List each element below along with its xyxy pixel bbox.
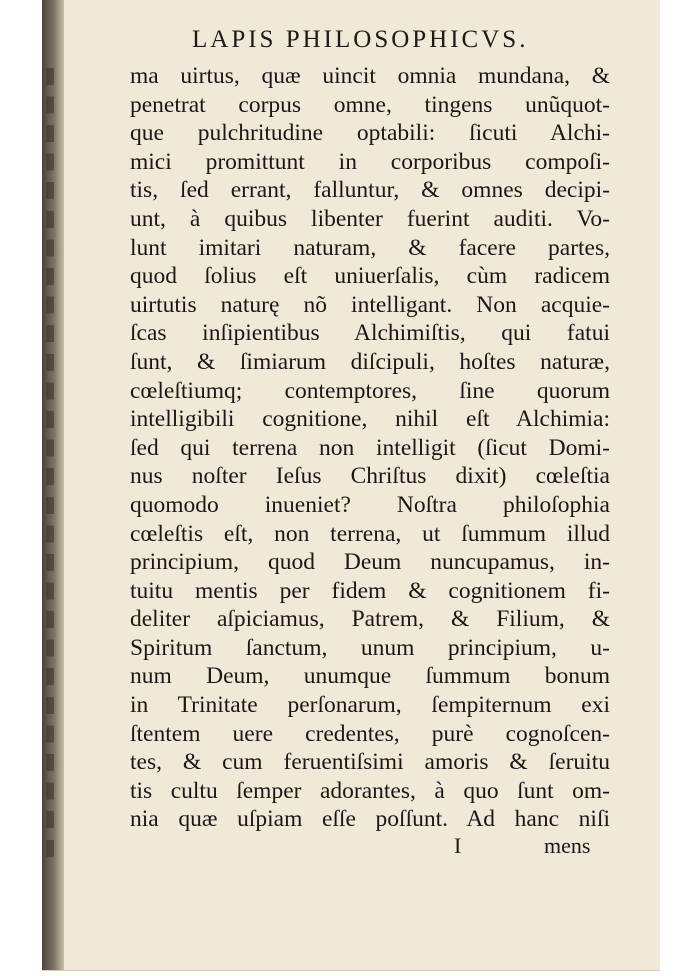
text-line: quod ſolius eſt uniuerſalis, cùm radicem xyxy=(130,263,610,290)
text-line: lunt imitari naturam, & facere partes, xyxy=(130,234,610,261)
text-line: nia quæ uſpiam eſſe poſſunt. Ad hanc niſi xyxy=(130,806,610,833)
bleed-through-glyph xyxy=(46,691,54,720)
bleed-through-glyph xyxy=(46,377,54,406)
bleed-through-glyph xyxy=(46,748,54,777)
bleed-through-glyph xyxy=(46,62,54,91)
bleed-through-glyph xyxy=(46,520,54,549)
text-line: ſcas inſipientibus Alchimiſtis, qui fatui xyxy=(130,320,610,347)
text-line: cœleſtiumq; contemptores, ſine quorum xyxy=(130,377,610,404)
catchword: mens xyxy=(544,833,591,858)
bleed-through-glyph xyxy=(46,176,54,205)
bleed-through-glyph xyxy=(46,319,54,348)
book-page xyxy=(42,0,660,971)
bleed-through-glyph xyxy=(46,91,54,120)
bleed-through-glyph xyxy=(46,262,54,291)
bleed-through-glyph xyxy=(46,777,54,806)
text-line: tis, ſed errant, falluntur, & omnes decipi- xyxy=(130,177,610,204)
text-line: ſunt, & ſimiarum diſcipuli, hoſtes naturæ, xyxy=(130,348,610,375)
text-line: que pulchritudine optabili: ſicuti Alchi- xyxy=(130,120,610,147)
text-line: tuitu mentis per fidem & cognitionem fi- xyxy=(130,577,610,604)
bleed-through-glyph xyxy=(46,119,54,148)
bleed-through-margin xyxy=(42,62,64,863)
text-line: ma uirtus, quæ uincit omnia mundana, & xyxy=(130,63,610,89)
text-line: num Deum, unumque ſummum bonum xyxy=(130,663,610,690)
text-line: quomodo inueniet? Noſtra philoſophia xyxy=(130,491,610,518)
bleed-through-glyph xyxy=(46,205,54,234)
text-line: penetrat corpus omne, tingens unũquot- xyxy=(130,91,610,118)
bleed-through-glyph xyxy=(46,662,54,691)
text-line: mici promittunt in corporibus compoſi- xyxy=(130,148,610,175)
bleed-through-glyph xyxy=(46,462,54,491)
text-line: ſtentem uere credentes, purè cognoſcen- xyxy=(130,720,610,747)
bleed-through-glyph xyxy=(46,348,54,377)
text-line: nus noſter Ieſus Chriſtus dixit) cœleſtia xyxy=(130,463,610,490)
bleed-through-glyph xyxy=(46,405,54,434)
bleed-through-glyph xyxy=(46,720,54,749)
text-line: tes, & cum feruentiſsimi amoris & ſeruitu xyxy=(130,749,610,776)
bleed-through-glyph xyxy=(46,148,54,177)
bleed-through-glyph xyxy=(46,805,54,834)
bleed-through-glyph xyxy=(46,834,54,863)
bleed-through-glyph xyxy=(46,548,54,577)
signature-mark: I xyxy=(454,833,462,858)
bleed-through-glyph xyxy=(46,634,54,663)
body-text xyxy=(130,62,610,834)
running-head: LAPIS PHILOSOPHICVS. xyxy=(192,26,529,53)
bleed-through-glyph xyxy=(46,291,54,320)
text-line: unt, à quibus libenter fuerint auditi. Vo- xyxy=(130,205,610,232)
bleed-through-glyph xyxy=(46,434,54,463)
bleed-through-glyph xyxy=(46,491,54,520)
text-line: ſed qui terrena non intelligit (ſicut Domi- xyxy=(130,434,610,461)
text-line: uirtutis naturę nõ intelligant. Non acquie- xyxy=(130,291,610,318)
bleed-through-glyph xyxy=(46,234,54,263)
text-line: principium, quod Deum nuncupamus, in- xyxy=(130,549,610,576)
bleed-through-glyph xyxy=(46,577,54,606)
text-line: intelligibili cognitione, nihil eſt Alchimia: xyxy=(130,406,610,433)
text-line: tis cultu ſemper adorantes, à quo ſunt om- xyxy=(130,777,610,804)
text-line: Spiritum ſanctum, unum principium, u- xyxy=(130,634,610,661)
text-line: deliter aſpiciamus, Patrem, & Filium, & xyxy=(130,606,610,633)
text-line: cœleſtis eſt, non terrena, ut ſummum illud xyxy=(130,520,610,547)
bleed-through-glyph xyxy=(46,605,54,634)
text-line: in Trinitate perſonarum, ſempiternum exi xyxy=(130,692,610,719)
